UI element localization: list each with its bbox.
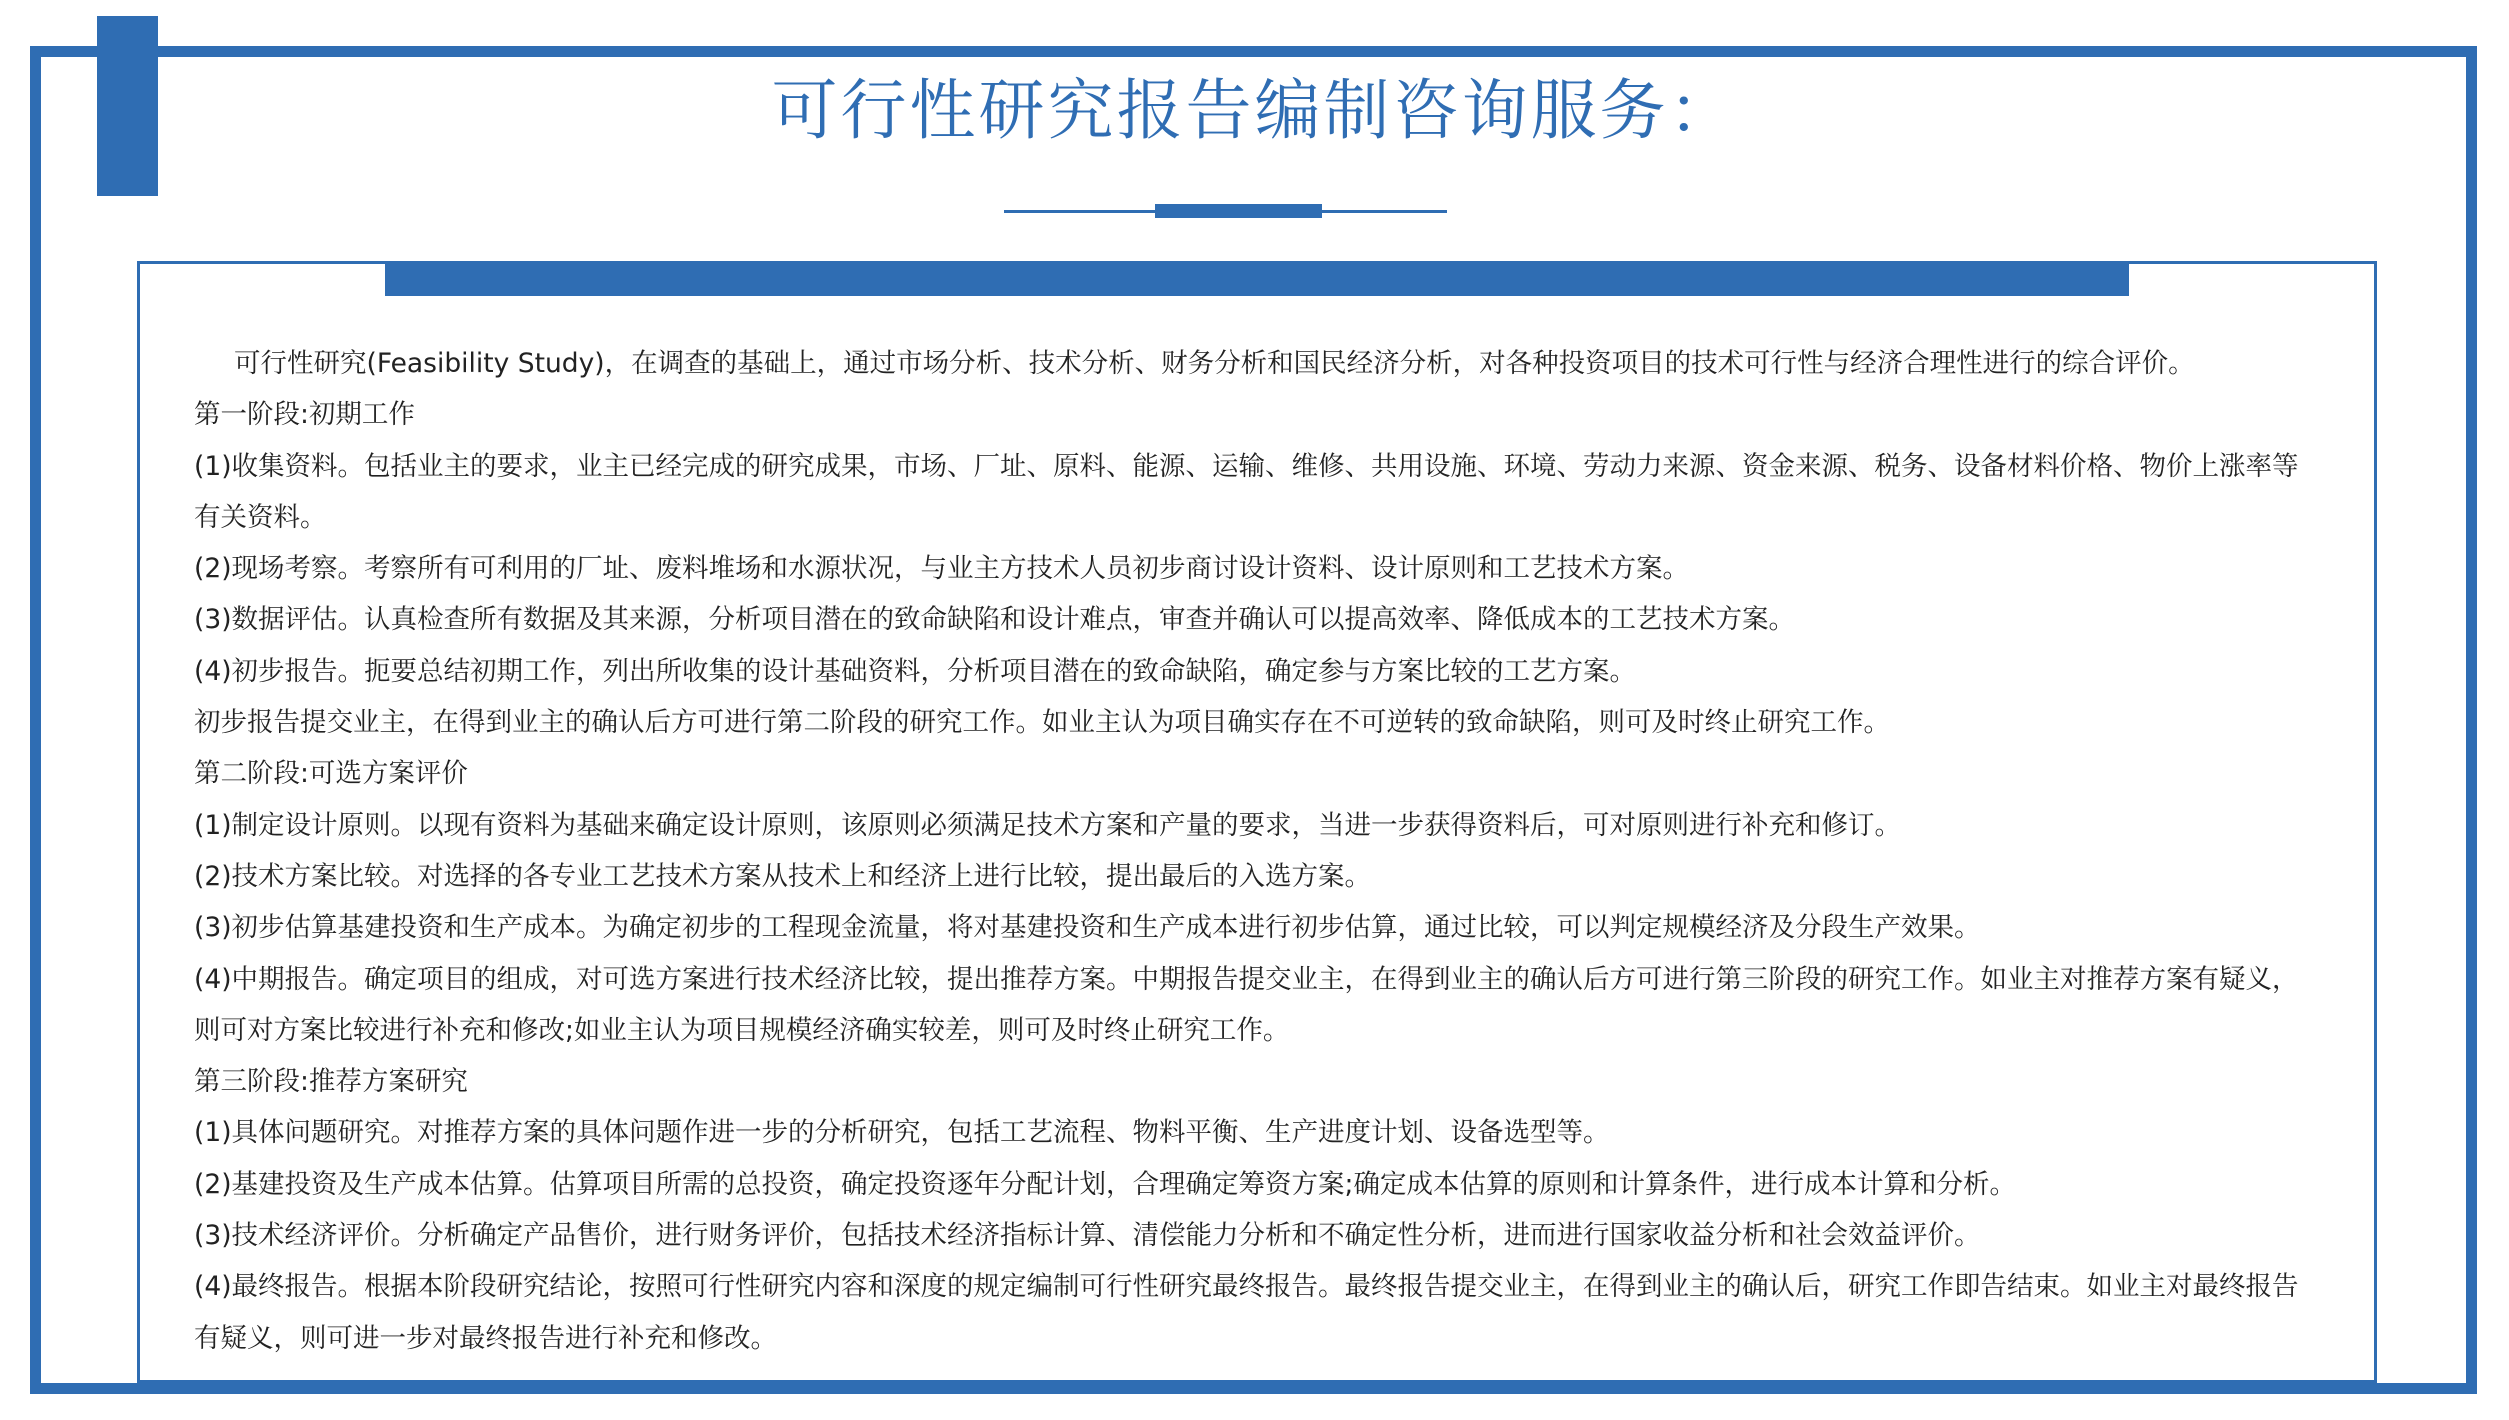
stage-1-item-2: (2)现场考察。考察所有可利用的厂址、废料堆场和水源状况，与业主方技术人员初步商讨设计资料、设计原则和工艺技术方案。 <box>194 553 1690 585</box>
content-body <box>194 338 2314 1364</box>
stage-heading-2: 第二阶段:可选方案评价 <box>194 758 468 790</box>
stage-3-item-2: (2)基建投资及生产成本估算。估算项目所需的总投资，确定投资逐年分配计划，合理确定筹资方案;确定成本估算的原则和计算条件，进行成本计算和分析。 <box>194 1168 2016 1200</box>
content-header-bar <box>385 264 2129 296</box>
stage-3-item-4: (4)最终报告。根据本阶段研究结论，按照可行性研究内容和深度的规定编制可行性研究最终报告。最终报告提交业主，在得到业主的确认后，研究工作即告结束。如业主对最终报告有疑义，则可进一步对最终报告进行补充和修改。 <box>194 1271 2299 1354</box>
stage-3-item-1: (1)具体问题研究。对推荐方案的具体问题作进一步的分析研究，包括工艺流程、物料平衡、生产进度计划、设备选型等。 <box>194 1117 1610 1149</box>
stage-1-item-4: (4)初步报告。扼要总结初期工作，列出所收集的设计基础资料，分析项目潜在的致命缺陷，确定参与方案比较的工艺方案。 <box>194 655 1637 687</box>
stage-heading-3: 第三阶段:推荐方案研究 <box>194 1066 468 1098</box>
stage-2-item-3: (3)初步估算基建投资和生产成本。为确定初步的工程现金流量，将对基建投资和生产成本进行初步估算，通过比较，可以判定规模经济及分段生产效果。 <box>194 912 1981 944</box>
stage-2-item-2: (2)技术方案比较。对选择的各专业工艺技术方案从技术上和经济上进行比较，提出最后的入选方案。 <box>194 860 1372 892</box>
stage-1-item-3: (3)数据评估。认真检查所有数据及其来源，分析项目潜在的致命缺陷和设计难点，审查并确认可以提高效率、降低成本的工艺技术方案。 <box>194 604 1796 636</box>
page-title: 可行性研究报告编制咨询服务： <box>771 72 1738 149</box>
stage-1-note: 初步报告提交业主，在得到业主的确认后方可进行第二阶段的研究工作。如业主认为项目确实存在不可逆转的致命缺陷，则可及时终止研究工作。 <box>194 707 1890 739</box>
stage-2-item-4: (4)中期报告。确定项目的组成，对可选方案进行技术经济比较，提出推荐方案。中期报告提交业主，在得到业主的确认后方可进行第三阶段的研究工作。如业主对推荐方案有疑义，则可对方案比较进行补充和修改;如业主认为项目规模经济确实较差，则可及时终止研究工作。 <box>194 963 2299 1046</box>
stage-2-item-1: (1)制定设计原则。以现有资料为基础来确定设计原则，该原则必须满足技术方案和产量的要求，当进一步获得资料后，可对原则进行补充和修订。 <box>194 809 1902 841</box>
intro-paragraph: 可行性研究(Feasibility Study)，在调查的基础上，通过市场分析、技术分析、财务分析和国民经济分析，对各种投资项目的技术可行性与经济合理性进行的综合评价。 <box>234 348 2195 379</box>
stage-heading-1: 第一阶段:初期工作 <box>194 399 415 431</box>
stage-3-item-3: (3)技术经济评价。分析确定产品售价，进行财务评价，包括技术经济指标计算、清偿能力分析和不确定性分析，进而进行国家收益分析和社会效益评价。 <box>194 1220 1981 1252</box>
title-underline-accent <box>1155 204 1322 218</box>
stage-1-item-1: (1)收集资料。包括业主的要求，业主已经完成的研究成果，市场、厂址、原料、能源、运输、维修、共用设施、环境、劳动力来源、资金来源、税务、设备材料价格、物价上涨率等有关资料。 <box>194 450 2299 533</box>
